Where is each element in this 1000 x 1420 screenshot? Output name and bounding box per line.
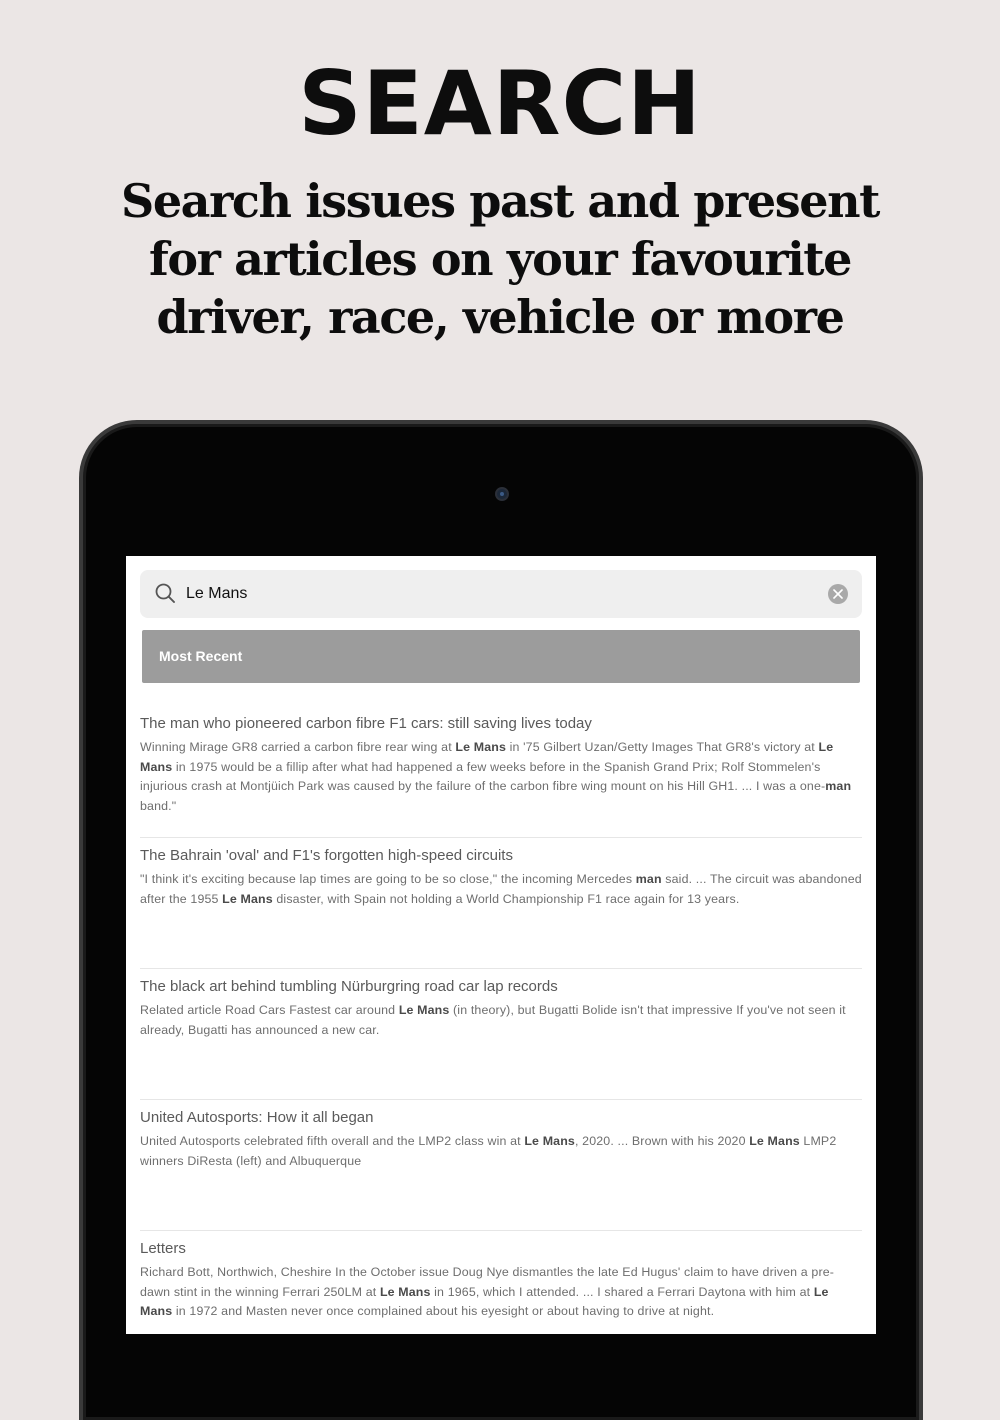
snippet-text: (in theory), but Bugatti Bolide isn't that impressive If you've not seen it already, Bugatti has announced a new car. xyxy=(140,1003,846,1037)
app-screen xyxy=(126,556,876,1334)
result-snippet xyxy=(140,870,862,909)
result-title[interactable]: The black art behind tumbling Nürburgring road car lap records xyxy=(140,978,558,995)
search-results-list xyxy=(140,706,862,1334)
snippet-text: , 2020. ... Brown with his 2020 xyxy=(574,1134,750,1148)
result-item[interactable] xyxy=(140,1231,862,1334)
snippet-text: in 1965, which I attended. ... I shared a Ferrari Daytona with him at xyxy=(430,1284,814,1299)
result-snippet xyxy=(140,1132,862,1171)
snippet-text: in 1972 and Masten never once complained about his eyesight or about having to drive at night. xyxy=(172,1304,715,1319)
result-item[interactable] xyxy=(140,969,862,1100)
highlighted-term: man xyxy=(825,779,852,794)
highlighted-term: Le Mans xyxy=(379,1284,431,1299)
result-item[interactable] xyxy=(140,706,862,838)
snippet-text: Richard Bott, Northwich, Cheshire In the October issue Doug Nye dismantles the late Ed Hugus' claim to have driven a pre-dawn stint in the winning Ferrari 250LM at xyxy=(140,1265,835,1299)
promo-subtitle: Search issues past and present for articles on your favourite driver, race, vehicle or more xyxy=(121,174,879,344)
result-snippet xyxy=(140,738,862,816)
highlighted-term: Le Mans xyxy=(140,1284,829,1319)
snippet-text: disaster, with Spain not holding a World Championship F1 race again for 13 years. xyxy=(272,891,740,906)
camera-icon xyxy=(495,487,509,501)
search-bar[interactable] xyxy=(140,570,862,618)
snippet-text: United Autosports celebrated fifth overall and the LMP2 class win at xyxy=(140,1134,525,1148)
result-snippet xyxy=(140,1001,862,1040)
highlighted-term: Le Mans xyxy=(455,740,507,754)
highlighted-term: man xyxy=(635,872,662,886)
highlighted-term: Le Mans xyxy=(749,1134,800,1148)
result-title[interactable]: Letters xyxy=(140,1240,186,1257)
clear-search-button[interactable] xyxy=(828,584,848,604)
snippet-text: LMP2 winners DiResta (left) and Albuquerque xyxy=(140,1134,837,1168)
highlighted-term: Le Mans xyxy=(222,891,273,906)
snippet-text: band." xyxy=(140,798,177,813)
snippet-text: in 1975 would be a fillip after what had happened a few weeks before in the Spanish Grand Prix; Rolf Stommelen's injurious crash at Montjüich Park was caused by the failure of the carbon fibre wing mount on his Hill GH1. ... I was a one- xyxy=(140,759,826,794)
result-snippet xyxy=(140,1263,862,1322)
result-title[interactable]: United Autosports: How it all began xyxy=(140,1109,374,1126)
result-item[interactable] xyxy=(140,838,862,969)
highlighted-term: Le Mans xyxy=(524,1134,575,1148)
result-title[interactable]: The man who pioneered carbon fibre F1 cars: still saving lives today xyxy=(140,715,592,732)
snippet-text: Related article Road Cars Fastest car around xyxy=(140,1003,399,1017)
highlighted-term: Le Mans xyxy=(140,740,834,774)
snippet-text: said. ... The circuit was abandoned after the 1955 xyxy=(140,872,862,906)
sort-filter-most-recent[interactable] xyxy=(142,630,860,683)
snippet-text: in '75 Gilbert Uzan/Getty Images That GR8's victory at xyxy=(506,740,819,754)
result-item[interactable] xyxy=(140,1100,862,1231)
result-title[interactable]: The Bahrain 'oval' and F1's forgotten high-speed circuits xyxy=(140,847,513,864)
snippet-text: Winning Mirage GR8 carried a carbon fibre rear wing at xyxy=(140,740,456,754)
promo-title: SEARCH xyxy=(298,52,702,155)
search-input[interactable] xyxy=(186,570,806,618)
highlighted-term: Le Mans xyxy=(398,1003,450,1017)
filter-label: Most Recent xyxy=(159,648,243,664)
search-icon xyxy=(155,583,175,603)
snippet-text: "I think it's exciting because lap times are going to be so close," the incoming Mercedes xyxy=(140,872,636,886)
close-icon xyxy=(833,589,843,599)
